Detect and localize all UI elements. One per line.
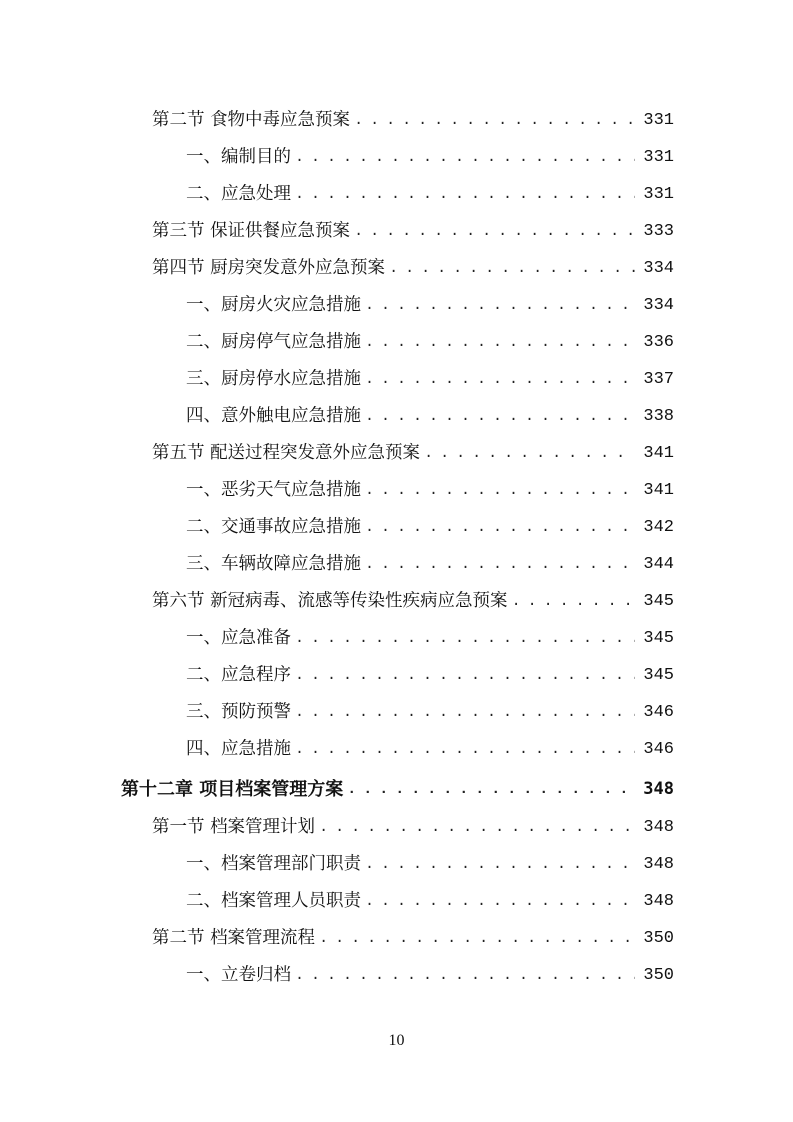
toc-entry-page: 336 [643,333,674,352]
toc-entry-page: 331 [643,148,674,167]
toc-entry[interactable] [152,920,674,957]
toc-entry-title: 三、预防预警 [186,702,291,722]
toc-entry-title: 二、交通事故应急措施 [186,517,361,537]
toc-entry-page: 338 [643,407,674,426]
toc-entry[interactable] [152,102,674,139]
toc-entry-page: 345 [643,629,674,648]
toc-entry-page: 334 [643,296,674,315]
dot-leader [389,250,635,287]
dot-leader [365,287,635,324]
toc-entry[interactable] [152,435,674,472]
toc-entry-page: 342 [643,518,674,537]
dot-leader [365,324,635,361]
toc-entry-page: 350 [643,966,674,985]
toc-entry[interactable] [186,509,674,546]
toc-entry-title: 二、档案管理人员职责 [186,891,361,911]
toc-entry-page: 346 [643,703,674,722]
dot-leader [295,694,635,731]
page-number: 10 [388,1032,405,1049]
dot-leader [319,809,635,846]
toc-entry[interactable] [186,361,674,398]
toc-entry[interactable] [186,694,674,731]
toc-entry-page: 346 [643,740,674,759]
toc-entry-title: 一、应急准备 [186,628,291,648]
dot-leader [295,139,635,176]
toc-entry-page: 331 [643,111,674,130]
toc-entry[interactable] [186,176,674,213]
toc-entry-title: 四、意外触电应急措施 [186,406,361,426]
toc-entry-page: 350 [643,929,674,948]
toc-entry-title: 一、厨房火灾应急措施 [186,295,361,315]
toc-entry[interactable] [186,883,674,920]
dot-leader [319,920,635,957]
dot-leader [365,546,635,583]
dot-leader [365,472,635,509]
toc-entry[interactable] [186,731,674,768]
toc-entry-title: 第一节 档案管理计划 [152,817,316,837]
toc-entry-page: 345 [643,592,674,611]
toc-entry-page: 331 [643,185,674,204]
toc-entry-title: 第二节 食物中毒应急预案 [152,110,351,130]
toc-entry[interactable] [186,657,674,694]
toc-entry-title: 四、应急措施 [186,739,291,759]
toc-entry[interactable] [186,846,674,883]
dot-leader [365,509,635,546]
toc-entry-title: 第十二章 项目档案管理方案 [121,779,344,800]
toc-entry-page: 348 [643,892,674,911]
toc-entry-title: 二、应急处理 [186,184,291,204]
toc-entry[interactable] [152,213,674,250]
toc-entry[interactable] [152,250,674,287]
toc-entry-page: 348 [643,779,674,799]
toc-entry[interactable] [186,287,674,324]
toc-entry[interactable] [186,957,674,994]
dot-leader [295,176,635,213]
toc-entry-title: 一、档案管理部门职责 [186,854,361,874]
dot-leader [365,883,635,920]
toc-entry-page: 341 [643,444,674,463]
toc-entry-page: 341 [643,481,674,500]
toc-entry-page: 333 [643,222,674,241]
toc-entry-title: 第二节 档案管理流程 [152,928,316,948]
toc-entry-title: 二、应急程序 [186,665,291,685]
toc-entry-page: 337 [643,370,674,389]
toc-entry-title: 第五节 配送过程突发意外应急预案 [152,443,421,463]
toc-entry-title: 三、车辆故障应急措施 [186,554,361,574]
toc-entry-title: 三、厨房停水应急措施 [186,369,361,389]
dot-leader [365,398,635,435]
toc-entry[interactable] [186,398,674,435]
toc-entry[interactable] [186,620,674,657]
toc-entry[interactable] [186,472,674,509]
dot-leader [512,583,636,620]
toc-entry[interactable] [152,809,674,846]
toc-entry-title: 第六节 新冠病毒、流感等传染性疾病应急预案 [152,591,508,611]
toc-entry-title: 一、立卷归档 [186,965,291,985]
dot-leader [295,657,635,694]
dot-leader [354,102,635,139]
toc-entry-title: 一、编制目的 [186,147,291,167]
toc-entry[interactable] [152,583,674,620]
toc-entry-title: 二、厨房停气应急措施 [186,332,361,352]
dot-leader [347,771,635,808]
toc-entry-page: 344 [643,555,674,574]
dot-leader [365,361,635,398]
toc-chapter-entry[interactable] [121,771,674,808]
dot-leader [424,435,635,472]
toc-entry[interactable] [186,139,674,176]
toc-entry-page: 345 [643,666,674,685]
toc-entry[interactable] [186,546,674,583]
dot-leader [295,957,635,994]
toc-entry-page: 334 [643,259,674,278]
dot-leader [365,846,635,883]
dot-leader [295,620,635,657]
toc-entry[interactable] [186,324,674,361]
toc-entry-title: 一、恶劣天气应急措施 [186,480,361,500]
toc-entry-title: 第四节 厨房突发意外应急预案 [152,258,386,278]
dot-leader [295,731,635,768]
toc-entry-page: 348 [643,818,674,837]
toc-entry-title: 第三节 保证供餐应急预案 [152,221,351,241]
toc-entry-page: 348 [643,855,674,874]
dot-leader [354,213,635,250]
